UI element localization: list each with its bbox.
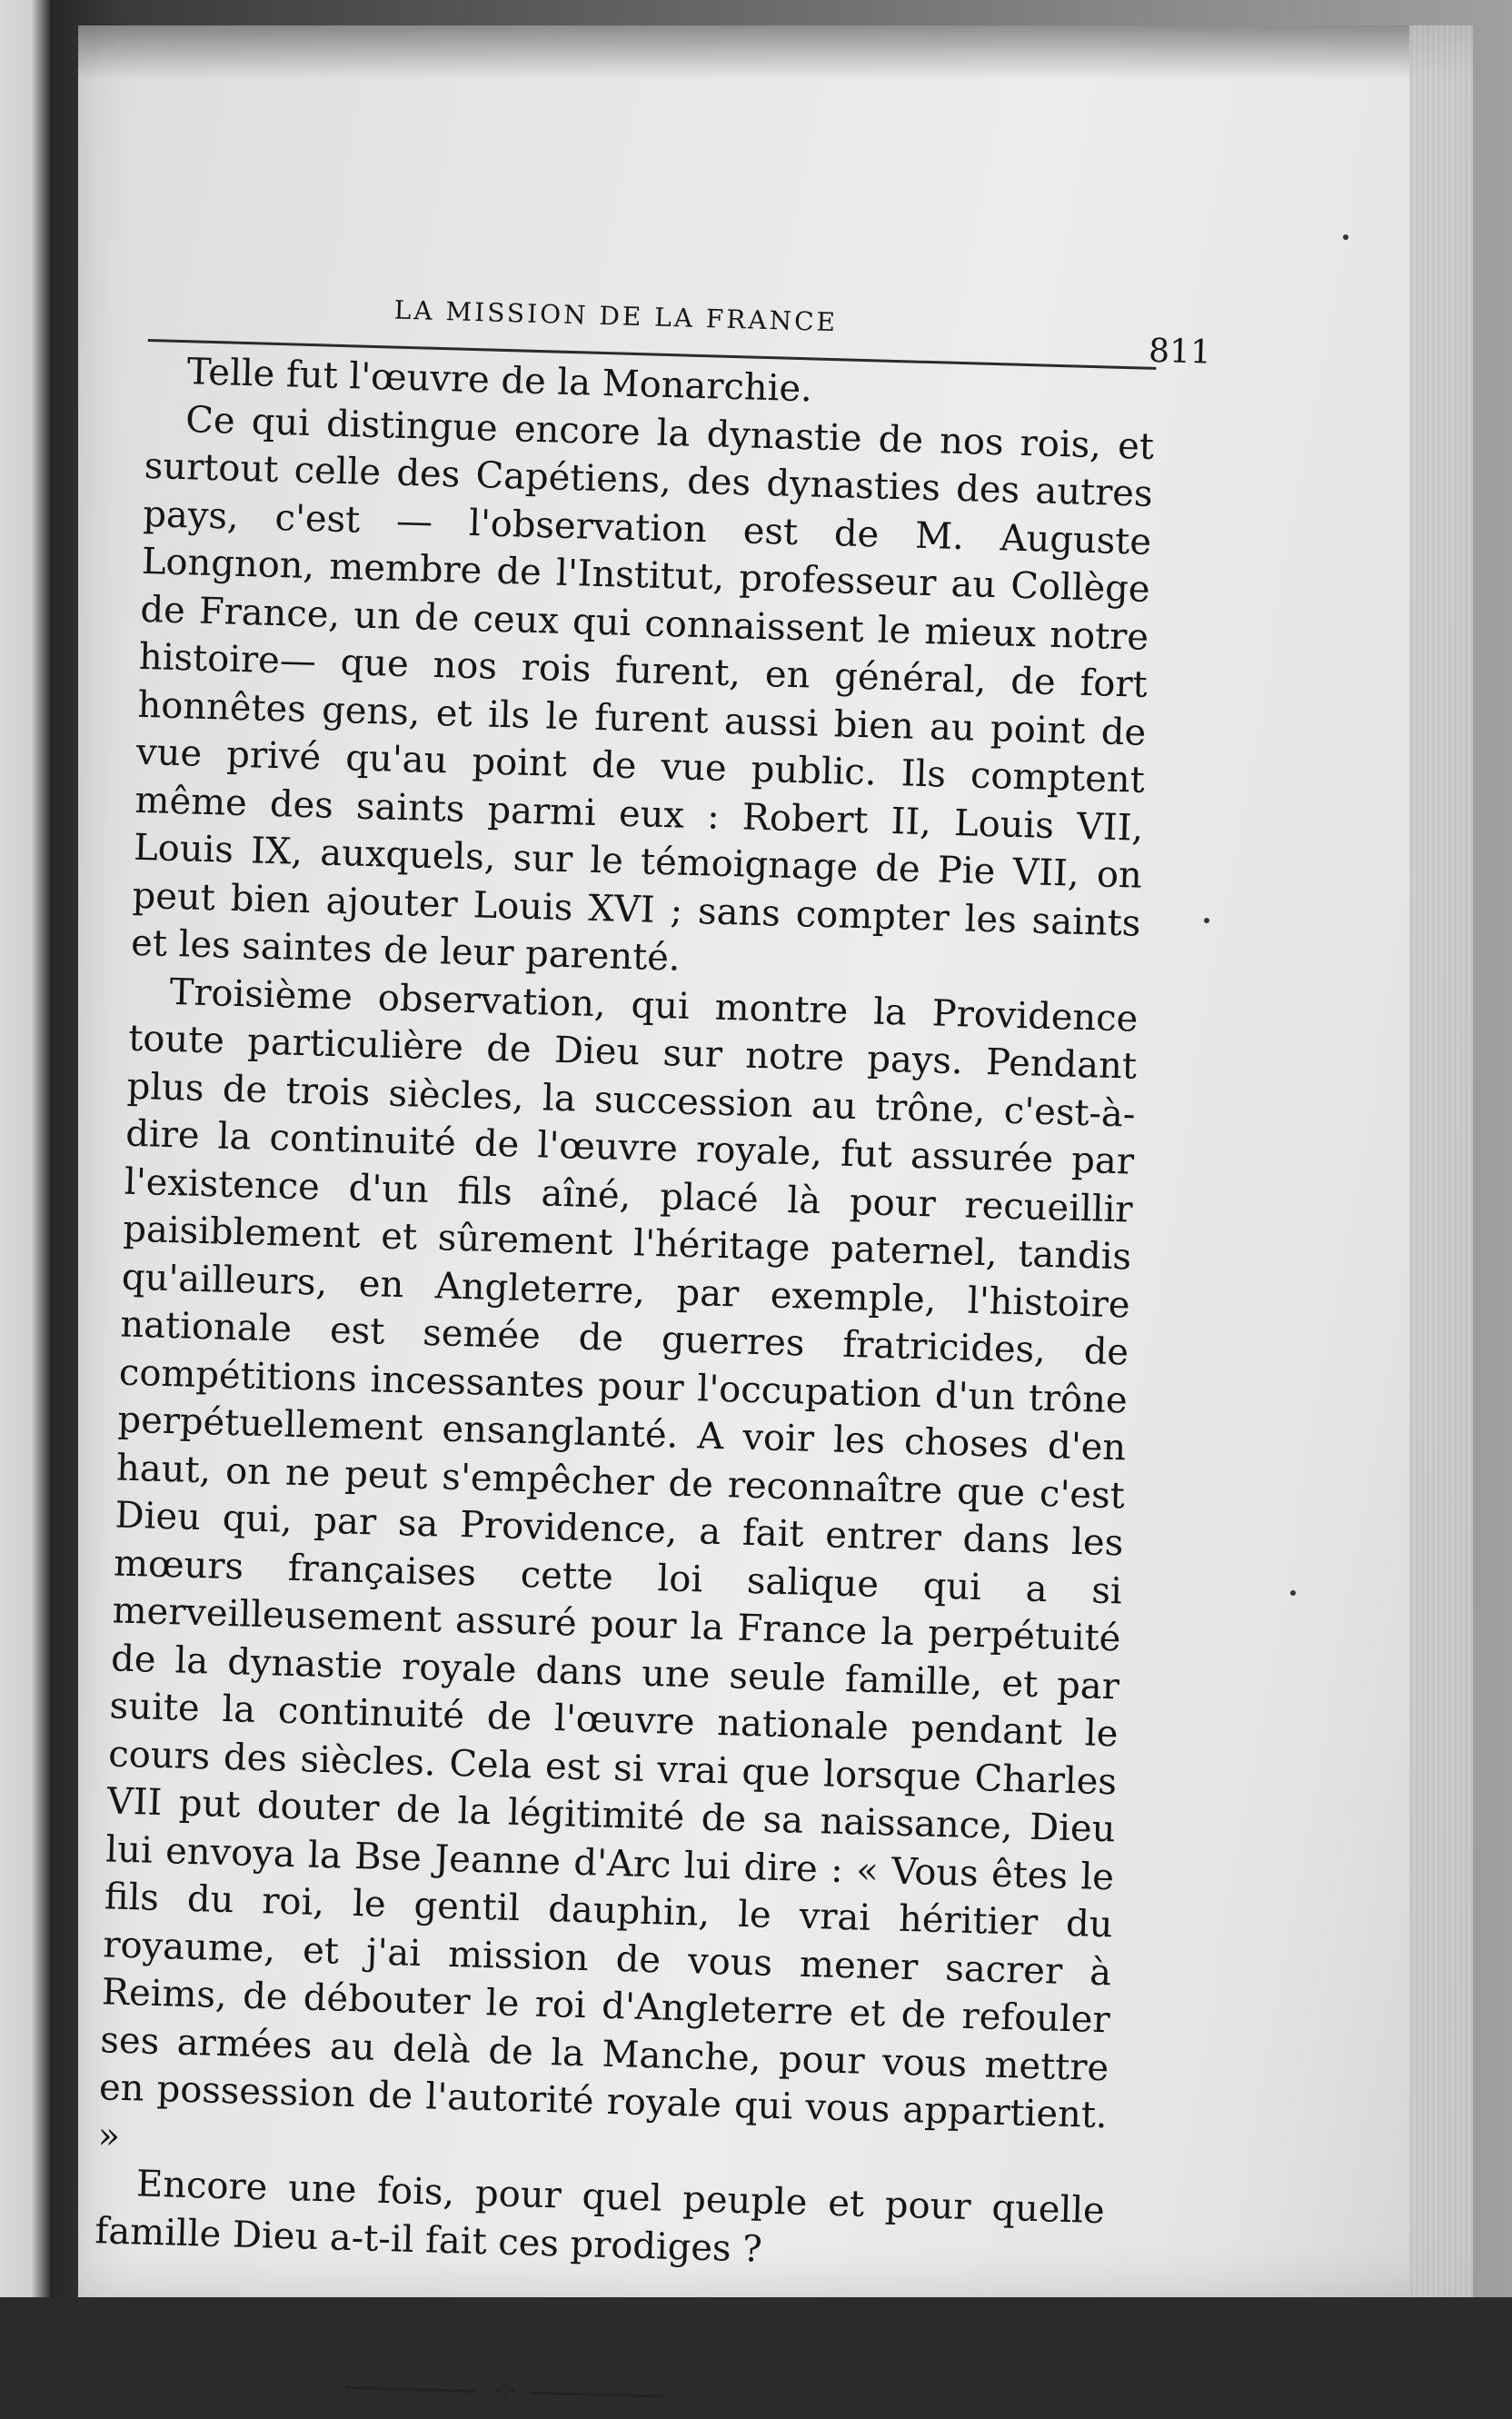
paragraph-1: Telle fut l'œuvre de la Monarchie. xyxy=(186,351,813,411)
dust-speck xyxy=(1204,918,1209,923)
end-ornament xyxy=(345,2378,663,2405)
page-text-block xyxy=(91,268,1212,2417)
facing-page-edge xyxy=(0,0,53,2297)
running-title: LA MISSION DE LA FRANCE xyxy=(393,294,839,338)
ornament-rule-left xyxy=(345,2386,477,2393)
paragraph-3: Troisième observation, qui montre la Providence toute particulière de Dieu sur notre pays. Pendant plus de trois siècles, la succession au trône, c'est-à-dire la continuité de l'œuvre royale, fut assurée par l'existence d'un fils aîné, placé là pour recueillir paisiblement et sûrement l'héritage paternel, tandis qu'ailleurs, en Angleterre, par exemple, l'histoire nationale est semée de guerres fratricides, de compétitions incessantes pour l'occupation d'un trône perpétuellement ensanglanté. A voir les choses d'en haut, on ne peut s'empêcher de reconnaître que c'est Dieu qui, par sa Providence, a fait entrer dans les mœurs françaises cette loi salique qui a si merveilleusement assuré pour la France la perpétuité de la dynastie royale dans une seule famille, et par suite la continuité de l'œuvre nationale pendant le cours des siècles. Cela est si vrai que lorsque Charles VII put douter de la légitimité de sa naissance, Dieu lui envoya la Bse Jeanne d'Arc lui dire : « Vous êtes le fils du roi, le gentil dauphin, le vrai héritier du royaume, et j'ai mission de vous mener sacrer à Reims, de débouter le roi d'Angleterre et de refouler ses armées au delà de la Manche, pour vous mettre en possession de l'autorité royale qui vous appartient. » xyxy=(96,971,1139,2157)
dust-speck xyxy=(1343,234,1348,240)
page-number: 811 xyxy=(1148,332,1212,372)
page-top-shadow xyxy=(78,25,1473,80)
ornament-glyph: •◊• xyxy=(492,2381,516,2402)
ornament-rule-right xyxy=(532,2392,663,2398)
page-fore-edge xyxy=(1409,25,1473,2297)
dust-speck xyxy=(1290,1590,1296,1596)
paragraph-2: Ce qui distingue encore la dynastie de nos rois, et surtout celle des Capétiens, des dynasties des autres pays, c'est — l'observation est de M. Auguste Longnon, membre de l'Institut, professeur au Collège de France, un de ceux qui connaissent le mieux notre histoire— que nos rois furent, en général, de fort honnêtes gens, et ils le furent aussi bien au point de vue privé qu'au point de vue public. Ils comptent même des saints parmi eux : Robert II, Louis VII, Louis IX, auxquels, sur le témoignage de Pie VII, on peut bien ajouter Louis XVI ; sans compter les saints et les saintes de leur parenté. xyxy=(130,398,1155,980)
paragraph-4: Encore une fois, pour quel peuple et pour quelle famille Dieu a-t-il fait ces prodiges ? xyxy=(94,2163,1106,2271)
